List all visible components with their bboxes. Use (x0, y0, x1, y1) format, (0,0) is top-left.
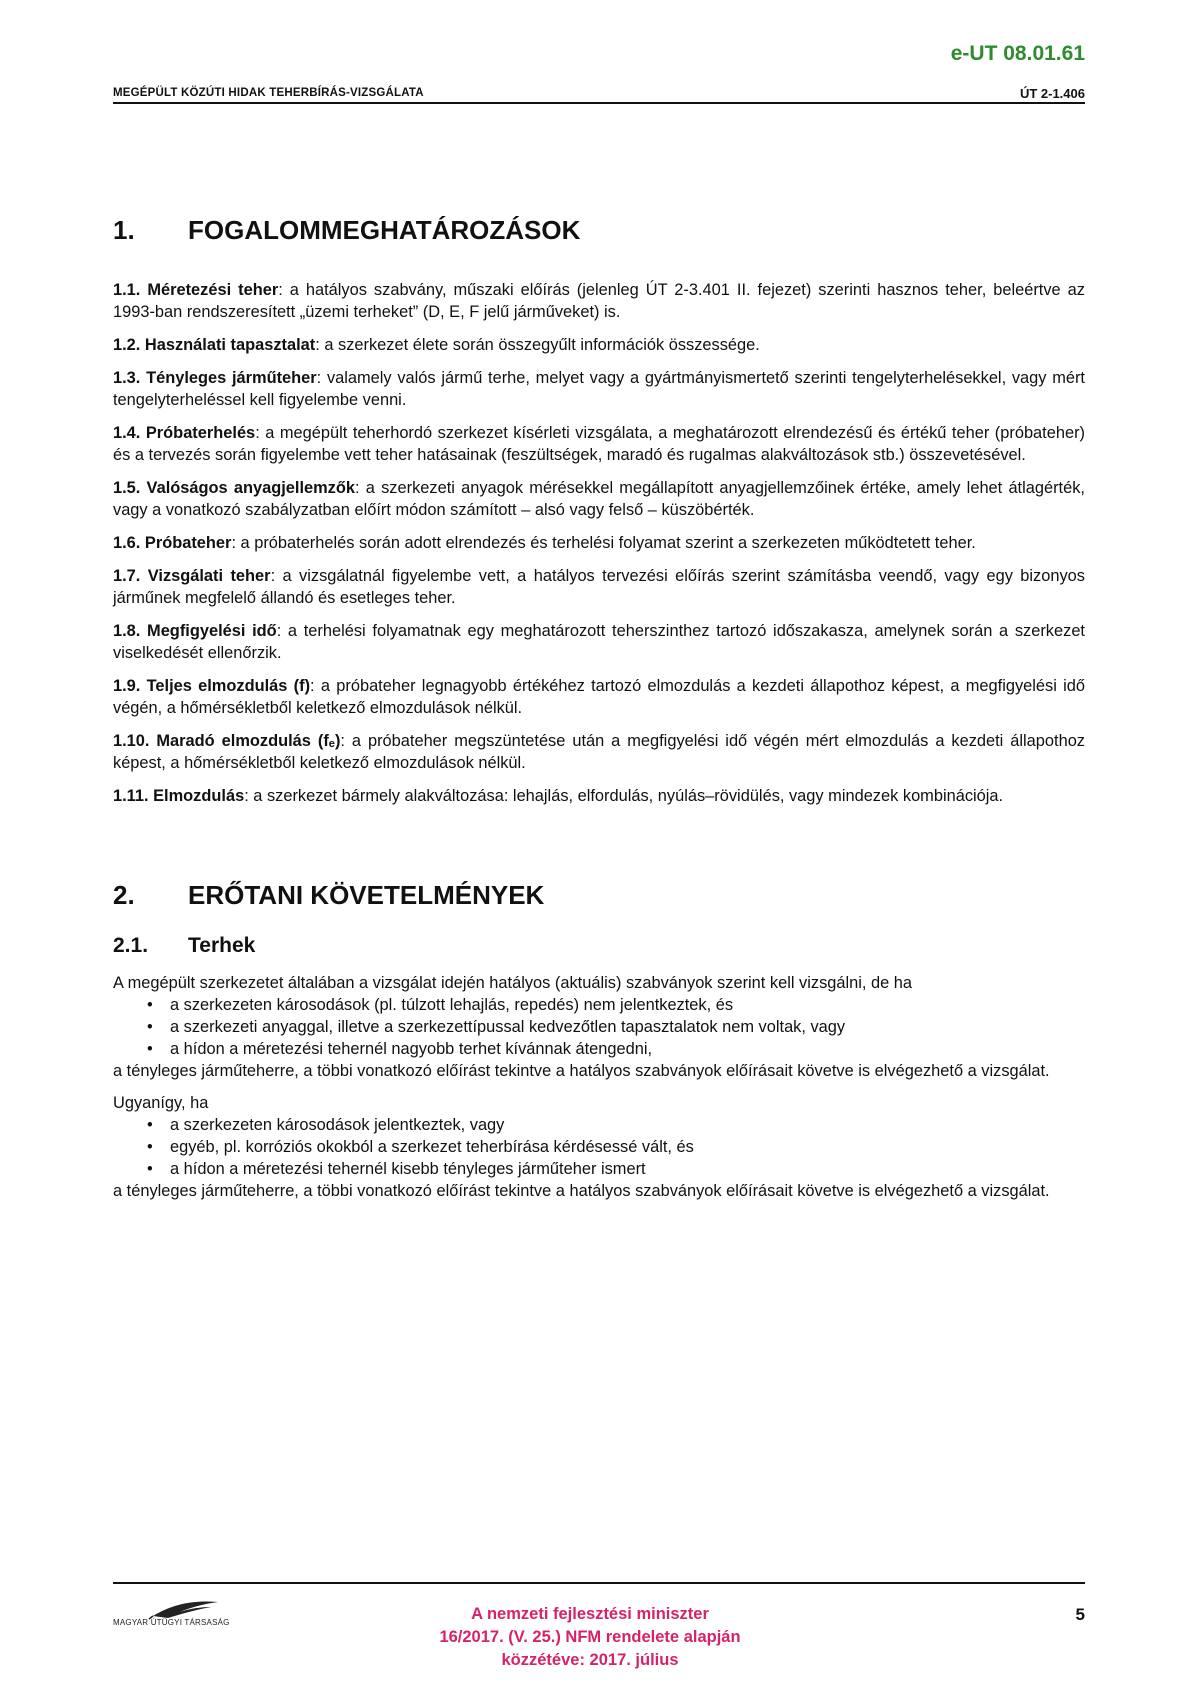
list-item-text: a szerkezeten károsodások jelentkeztek, vagy (170, 1116, 505, 1134)
definition-term: 1.6. Próbateher (113, 534, 232, 552)
definition-term: 1.9. Teljes elmozdulás (f) (113, 677, 311, 695)
subsection-heading (113, 934, 1085, 958)
definition-item (113, 730, 1085, 774)
publication-note-line: közzétéve: 2017. július (501, 1651, 679, 1669)
section-2-heading (113, 878, 1085, 912)
list-item-text: a hídon a méretezési tehernél kisebb tényleges járműteher ismert (170, 1160, 646, 1178)
bullet-icon: • (147, 1040, 153, 1058)
definitions-list (113, 279, 1085, 807)
list-item (113, 1016, 1085, 1038)
definition-term: 1.4. Próbaterhelés (113, 424, 256, 442)
definition-item (113, 422, 1085, 466)
page-content (113, 213, 1085, 1202)
list-item-text: a szerkezeten károsodások (pl. túlzott lehajlás, repedés) nem jelentkeztek, és (170, 996, 734, 1014)
definition-text: : a megépült teherhordó szerkezet kísérleti vizsgálata, a meghatározott elrendezésű és értékű teher (próbateher) és a tervezés során figyelembe vett teher hatásainak (feszültségek, maradó és rugalmas alakváltozások stb.) összevetésével. (113, 424, 1085, 464)
list-item-text: egyéb, pl. korróziós okokból a szerkezet teherbírása kérdésessé vált, és (170, 1138, 694, 1156)
likewise-paragraph: Ugyanígy, ha (113, 1094, 209, 1112)
bullet-icon: • (147, 996, 153, 1014)
bullet-icon: • (147, 1116, 153, 1134)
definition-term: 1.11. Elmozdulás (113, 787, 245, 805)
header-divider (113, 102, 1085, 104)
definition-item (113, 367, 1085, 411)
definition-text: : a hatályos szabvány, műszaki előírás (jelenleg ÚT 2-3.401 II. fejezet) szerinti hasznos teher, beleértve az 1993-ban rendszeresített „üzemi terheket” (D, E, F jelű járműveket) is. (113, 281, 1085, 321)
definition-text: : a szerkezet élete során összegyűlt információk összessége. (315, 336, 760, 354)
running-header-ref: ÚT 2-1.406 (1019, 86, 1085, 101)
logo-text: MAGYAR ÚTÜGYI TÁRSASÁG (113, 1618, 230, 1627)
section-number: 2. (113, 879, 135, 910)
list-item-text: a hídon a méretezési tehernél nagyobb terhet kívánnak átengedni, (170, 1040, 653, 1058)
definition-item (113, 334, 1085, 356)
definition-term: 1.5. Valóságos anyagjellemzők (113, 479, 356, 497)
definition-item (113, 785, 1085, 807)
intro-paragraph: A megépült szerkezetet általában a vizsgálat idején hatályos (aktuális) szabványok szerint kell vizsgálni, de ha (113, 974, 913, 992)
list-item (113, 1158, 1085, 1180)
definition-text: : a szerkezet bármely alakváltozása: lehajlás, elfordulás, nyúlás–rövidülés, vagy mindezek kombinációja. (244, 787, 1004, 805)
list-item (113, 994, 1085, 1016)
definition-term: 1.8. Megfigyelési idő (113, 622, 277, 640)
subsection-number: 2.1. (113, 934, 149, 957)
running-header-title: MEGÉPÜLT KÖZÚTI HIDAK TEHERBÍRÁS-VIZSGÁLATA (113, 87, 424, 99)
definition-item (113, 477, 1085, 521)
definition-term: 1.2. Használati tapasztalat (113, 336, 316, 354)
definition-text: : a próbateher megszüntetése után a megfigyelési idő végén mért elmozdulás a kezdeti állapothoz képest, a hőmérsékletből keletkező elmozdulások nélkül. (113, 732, 1086, 772)
definition-text: : valamely valós jármű terhe, melyet vagy a gyártmányismertető szerinti tengelyterhelésekkel, vagy mért tengelyterheléssel kell figyelembe venni. (113, 369, 1085, 409)
publication-note-line: 16/2017. (V. 25.) NFM rendelete alapján (439, 1628, 741, 1646)
conclusion-paragraph-2: a tényleges járműteherre, a többi vonatkozó előírást tekintve a hatályos szabványok előírásait követve is elvégezhető a vizsgálat. (113, 1182, 1050, 1200)
list-item-text: a szerkezeti anyaggal, illetve a szerkezettípussal kedvezőtlen tapasztalatok nem voltak, vagy (170, 1018, 846, 1036)
list-item (113, 1114, 1085, 1136)
conclusion-paragraph: a tényleges járműteherre, a többi vonatkozó előírást tekintve a hatályos szabványok előírásait követve is elvégezhető a vizsgálat. (113, 1062, 1050, 1080)
definition-item (113, 532, 1085, 554)
bullet-icon: • (147, 1018, 153, 1036)
definition-text: : a szerkezeti anyagok mérésekkel megállapított anyagjellemzőinek értéke, amely lehet átlagérték, vagy a vonatkozó szabályzatban előírt módon számított – alsó vagy felső – küszöbérték. (113, 479, 1085, 519)
definition-item (113, 565, 1085, 609)
section-title: ERŐTANI KÖVETELMÉNYEK (188, 879, 545, 910)
subsection-title: Terhek (188, 934, 256, 957)
definition-text: : a próbaterhelés során adott elrendezés és terhelési folyamat szerint a szerkezeten működtetett teher. (231, 534, 976, 552)
definition-item (113, 279, 1085, 323)
publication-note-line: A nemzeti fejlesztési miniszter (471, 1605, 709, 1623)
bullet-icon: • (147, 1160, 153, 1178)
definition-term: 1.10. Maradó elmozdulás (fₑ) (113, 732, 341, 750)
condition-list-2 (113, 1114, 1085, 1180)
definition-term: 1.3. Tényleges járműteher (113, 369, 317, 387)
definition-text: : a vizsgálatnál figyelembe vett, a hatályos tervezési előírás szerint számításba veendő, vagy egy bizonyos járműnek megfelelő állandó és esetleges teher. (113, 567, 1085, 607)
bullet-icon: • (147, 1138, 153, 1156)
definition-text: : a terhelési folyamatnak egy meghatározott teherszinthez tartozó időszakasza, amelynek során a szerkezet viselkedését ellenőrzik. (113, 622, 1085, 662)
section-1-heading (113, 213, 1085, 247)
list-item (113, 1136, 1085, 1158)
feather-icon (113, 1596, 263, 1620)
publication-note (380, 1603, 800, 1672)
definition-term: 1.7. Vizsgálati teher (113, 567, 271, 585)
section-title: FOGALOMMEGHATÁROZÁSOK (188, 214, 581, 245)
definition-term: 1.1. Méretezési teher (113, 281, 279, 299)
condition-list-1 (113, 994, 1085, 1060)
definition-text: : a próbateher legnagyobb értékéhez tartozó elmozdulás a kezdeti állapothoz képest, a megfigyelési idő végén, a hőmérsékletből keletkező elmozdulások nélkül. (113, 677, 1085, 717)
definition-item (113, 675, 1085, 719)
footer-divider (113, 1582, 1085, 1584)
section-number: 1. (113, 214, 135, 245)
document-code: e-UT 08.01.61 (950, 42, 1085, 65)
page-number: 5 (1075, 1605, 1085, 1624)
society-logo (113, 1596, 263, 1636)
list-item (113, 1038, 1085, 1060)
definition-item (113, 620, 1085, 664)
